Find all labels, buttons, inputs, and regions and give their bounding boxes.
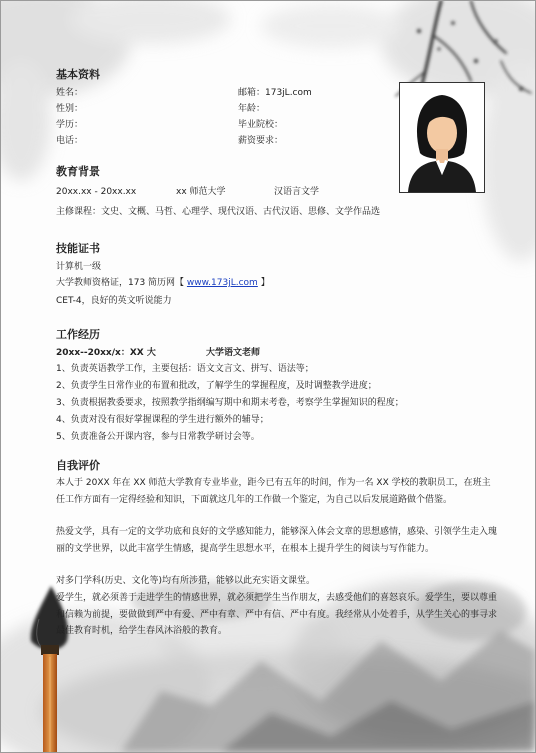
work-heading: 工作经历 [56, 328, 100, 341]
website-link[interactable]: www.173jL.com [186, 278, 258, 288]
skills-heading: 技能证书 [56, 242, 100, 255]
avatar-icon [400, 83, 484, 192]
skill-cet4: CET-4，良好的英文听说能力 [56, 296, 172, 306]
work-item: 4、负责对没有很好掌握课程的学生进行额外的辅导； [56, 415, 269, 425]
name-label: 姓名： [56, 88, 84, 98]
self-eval-paragraph: 热爱文学，具有一定的文学功底和良好的文学感知能力，能够深入体会文章的思想感情，感染、引领学生走入瑰丽的文学世界，以此丰富学生情感，提高学生思想水平，在根本上提升学生的阅读与写作能力。 [56, 527, 498, 554]
education-school: xx 师范大学 [176, 187, 226, 197]
education-period: 20xx.xx - 20xx.xx [56, 187, 137, 197]
email-label: 邮箱：173jL.com [238, 88, 312, 98]
work-item: 1、负责英语教学工作，主要包括：语文文言文、拼写、语法等； [56, 364, 314, 374]
school-label: 毕业院校： [238, 120, 284, 130]
education-heading: 教育背景 [56, 165, 100, 178]
work-title-right: 大学语文老师 [206, 348, 261, 358]
age-label: 年龄： [238, 104, 266, 114]
self-eval-paragraph: 本人于 20XX 年在 XX 师范大学教育专业毕业，距今已有五年的时间，作为一名 XX 学校的教职员工，在班主任工作方面有一定得经验和知识，下面就这几年的工作做一个鉴定，为自己以后发展道路做个借鉴。 [56, 478, 491, 505]
phone-label: 电话： [56, 136, 84, 146]
skill-teacher-cert [56, 275, 270, 291]
work-item: 5、负责准备公开课内容，参与日常教学研讨会等。 [56, 432, 260, 442]
salary-label: 薪资要求： [238, 136, 284, 146]
education-courses: 主修课程：文史、文概、马哲、心理学、现代汉语、古代汉语、思修、文学作品选 [56, 207, 381, 217]
gender-label: 性别： [56, 104, 84, 114]
education-major: 汉语言文学 [274, 187, 320, 197]
self-eval-paragraph: 爱学生，就必须善于走进学生的情感世界，就必须把学生当作朋友，去感受他们的喜怒哀乐。爱学生，要以尊重和信赖为前提，要做做到严中有爱、严中有章、严中有信、严中有度。我经常从小处着手，从学生关心的事寻求最佳教育时机，给学生春风沐浴般的教育。 [56, 593, 498, 636]
skill-teacher-cert-suffix: 】 [260, 278, 270, 288]
work-title-left: 20xx--20xx/x：XX 大 [56, 348, 156, 358]
education-label: 学历： [56, 120, 84, 130]
skill-computer: 计算机一级 [56, 262, 102, 272]
work-item: 3、负责根据教委要求，按照教学指纲编写期中和期末考卷，考察学生掌握知识的程度； [56, 398, 404, 408]
self-eval-paragraph: 对多门学科(历史、文化等)均有所涉猎，能够以此充实语文课堂。 [56, 576, 316, 586]
work-item: 2、负责学生日常作业的布置和批改，了解学生的掌握程度，及时调整教学进度； [56, 381, 377, 391]
self-eval-heading: 自我评价 [56, 459, 100, 472]
basic-info-heading: 基本资料 [56, 68, 100, 81]
skill-teacher-cert-text: 大学教师资格证，173 简历网【 [56, 278, 185, 288]
profile-photo [399, 82, 485, 193]
